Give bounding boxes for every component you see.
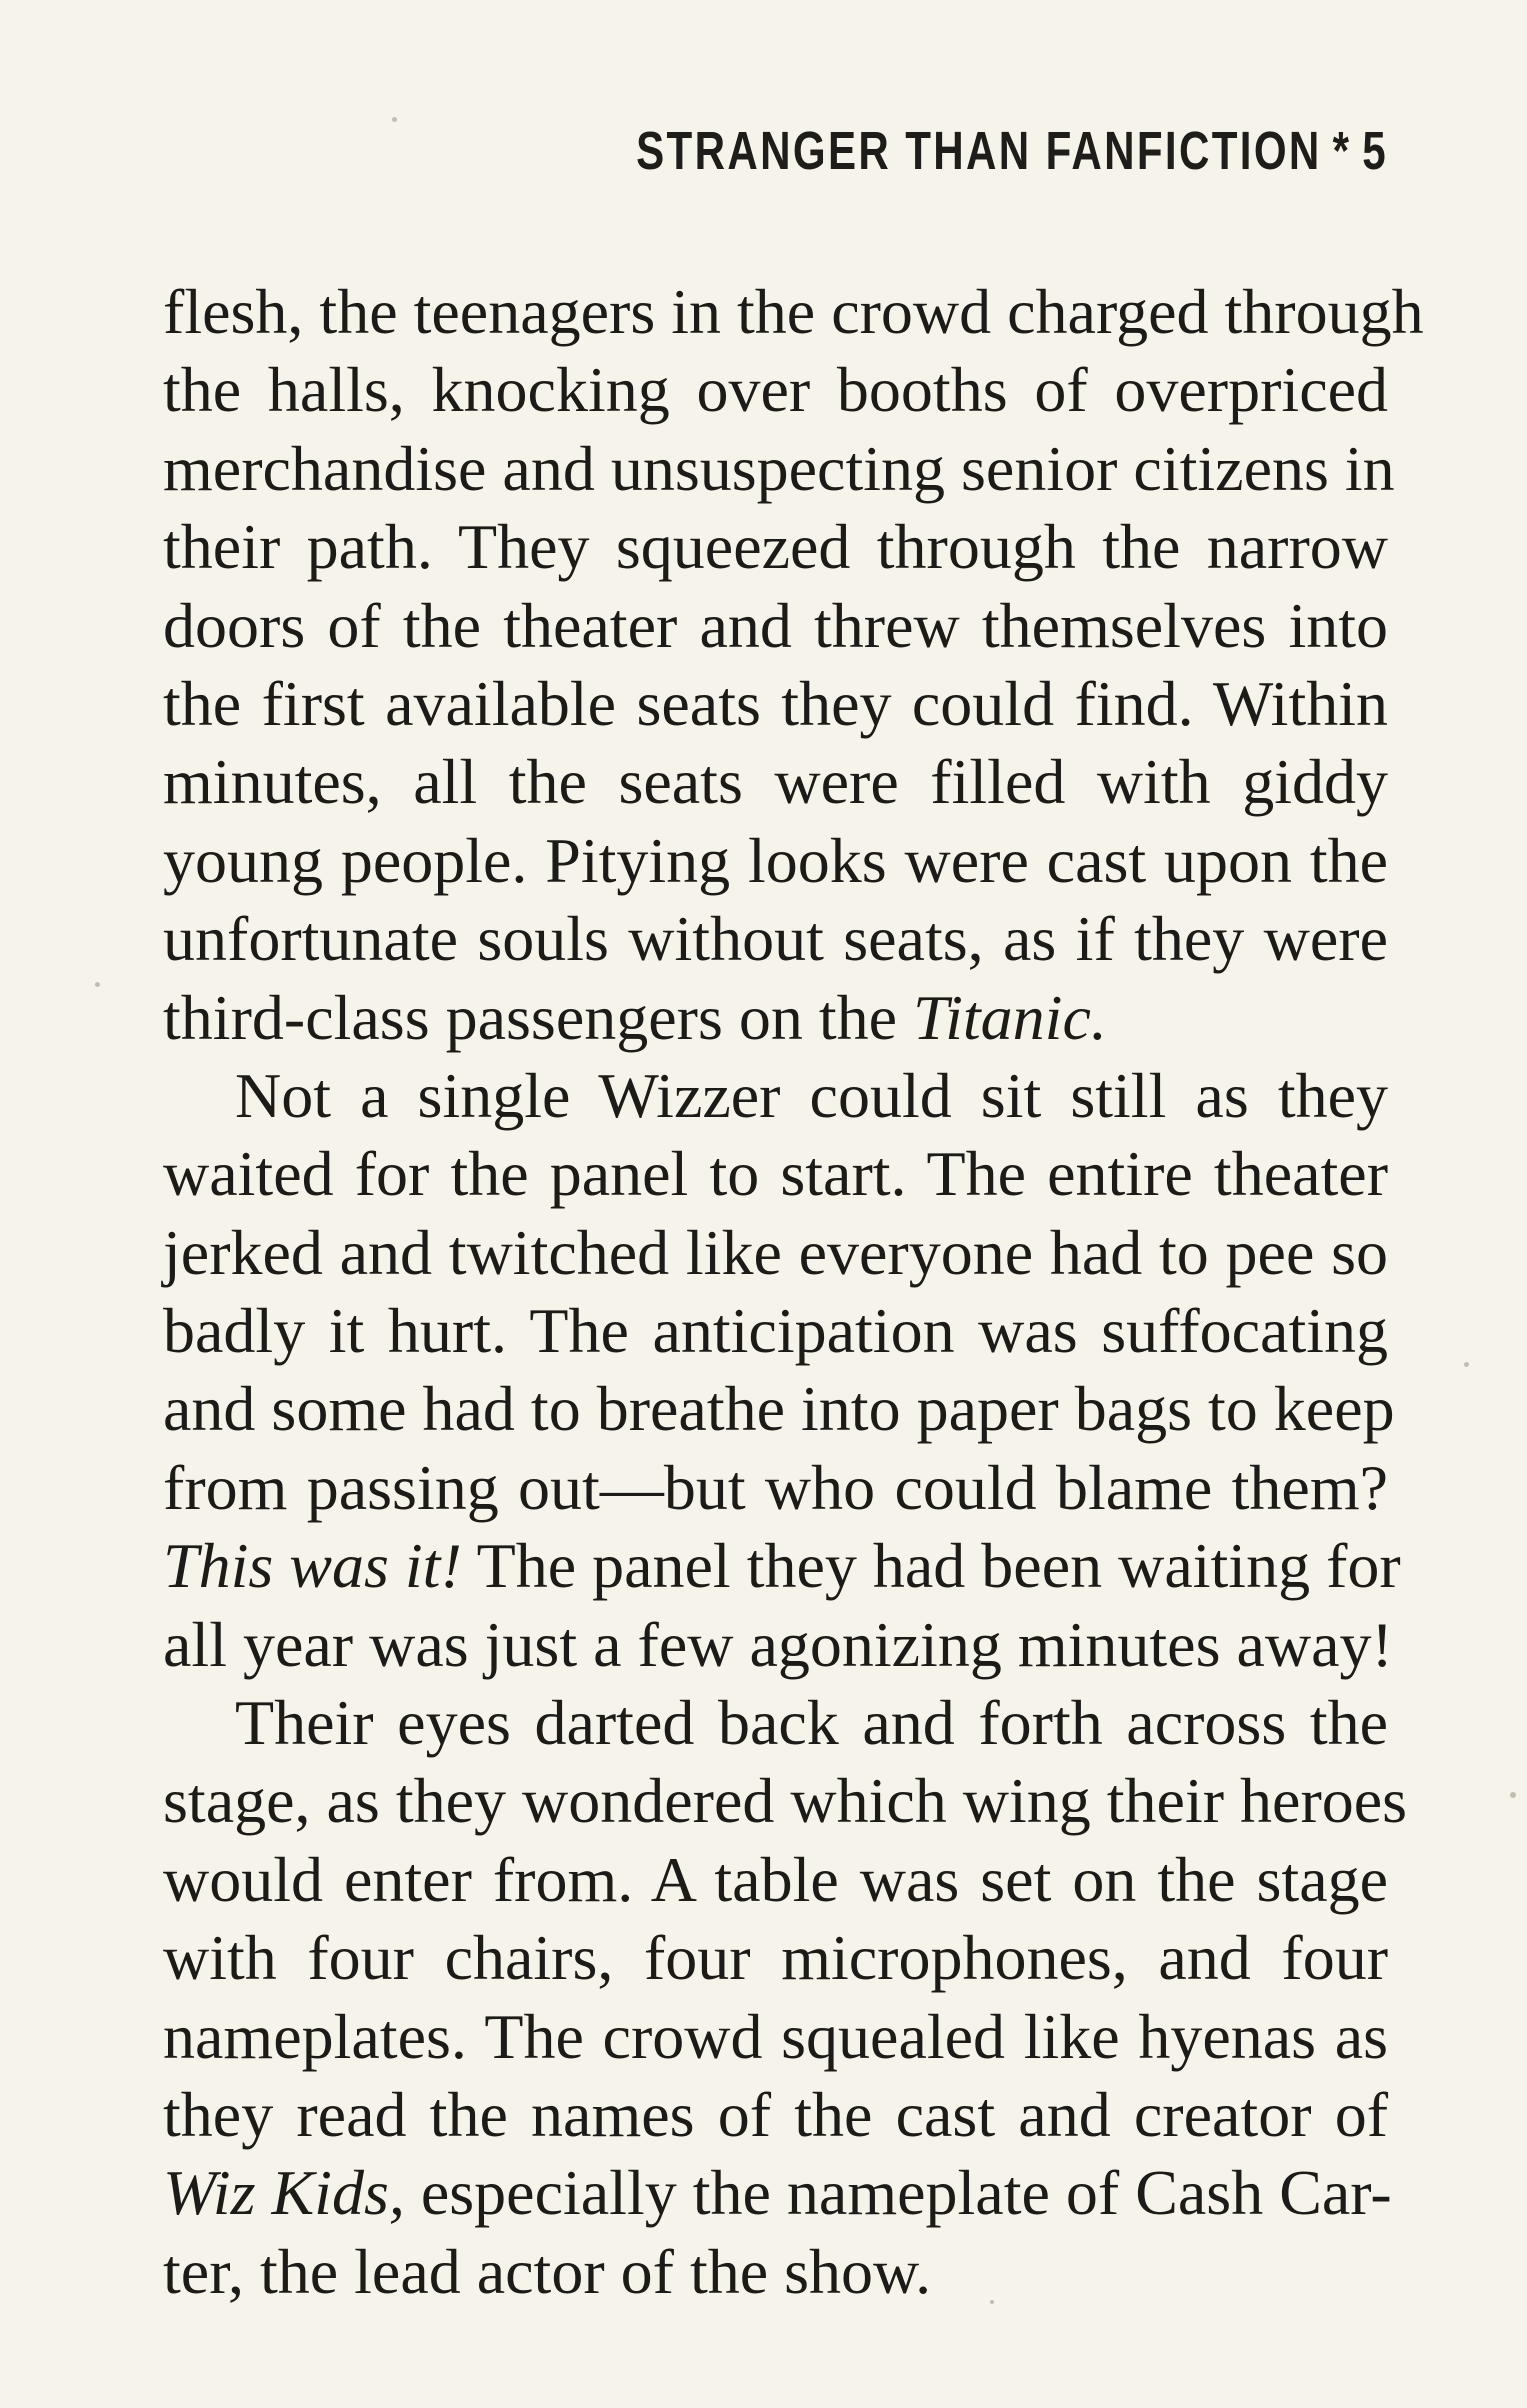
- text-line: badly it hurt. The anticipation was suffocating: [163, 1295, 1388, 1367]
- scan-speck: [1464, 1362, 1469, 1367]
- text-line: nameplates. The crowd squealed like hyenas as: [163, 2000, 1388, 2072]
- book-title: STRANGER THAN FANFICTION: [636, 121, 1322, 181]
- text-line: flesh, the teenagers in the crowd charged through: [163, 276, 1424, 347]
- separator-star: *: [1332, 121, 1352, 181]
- text-line: all year was just a few agonizing minutes away!: [163, 1608, 1393, 1680]
- text-line: ter, the lead actor of the show.: [163, 2235, 932, 2307]
- text-line: doors of the theater and threw themselves into: [163, 589, 1388, 661]
- running-head: [636, 120, 1388, 182]
- italic-title: Titanic.: [913, 981, 1107, 1053]
- text-line: waited for the panel to start. The entire theater: [163, 1138, 1388, 1210]
- text-line: would enter from. A table was set on the stage: [163, 1843, 1388, 1915]
- text-line: the first available seats they could find. Within: [163, 667, 1388, 739]
- scan-speck: [990, 2300, 994, 2304]
- text-line: merchandise and unsuspecting senior citizens in: [163, 432, 1395, 504]
- page-number: 5: [1362, 121, 1388, 181]
- scan-speck: [1510, 1792, 1516, 1798]
- text-line: third-class passengers on the Titanic.: [163, 981, 1107, 1053]
- scan-speck: [392, 117, 397, 122]
- text-line: Not a single Wizzer could sit still as they: [235, 1059, 1388, 1131]
- italic-title: Wiz Kids,: [163, 2157, 405, 2229]
- text-line: stage, as they wondered which wing their heroes: [163, 1765, 1408, 1837]
- text-line: from passing out—but who could blame them?: [163, 1451, 1388, 1523]
- text-line: minutes, all the seats were filled with giddy: [163, 746, 1388, 818]
- text-line: This was it! The panel they had been waiting for: [163, 1530, 1401, 1602]
- text-line: Wiz Kids, especially the nameplate of Cash Car-: [163, 2157, 1392, 2229]
- text-line: their path. They squeezed through the narrow: [163, 511, 1388, 583]
- italic-emphasis: This was it!: [163, 1530, 462, 1602]
- text-line: unfortunate souls without seats, as if they were: [163, 903, 1388, 975]
- text-line: Their eyes darted back and forth across the: [235, 1687, 1388, 1759]
- text-line: with four chairs, four microphones, and four: [163, 1922, 1388, 1994]
- scan-speck: [95, 982, 100, 987]
- text-line: young people. Pitying looks were cast upon the: [163, 824, 1388, 896]
- text-line: they read the names of the cast and creator of: [163, 2078, 1388, 2150]
- text-line: and some had to breathe into paper bags to keep: [163, 1373, 1395, 1445]
- body-text: [163, 273, 1424, 2311]
- text-line: the halls, knocking over booths of overpriced: [163, 354, 1388, 426]
- text-line: jerked and twitched like everyone had to pee so: [163, 1216, 1388, 1288]
